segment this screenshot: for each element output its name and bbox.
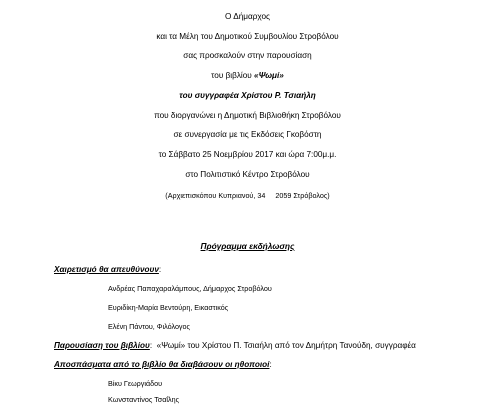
author-line: του συγγραφέα Χρίστου Ρ. Τσιαήλη: [179, 91, 316, 100]
excerpts-colon: :: [269, 360, 272, 369]
venue-line: στο Πολιτιστικό Κέντρο Στροβόλου: [185, 170, 310, 179]
mayor-line: Ο Δήμαρχος: [225, 12, 270, 21]
date-time-line: το Σάββατο 25 Νοεμβρίου 2017 και ώρα 7:00μ.μ.: [158, 150, 337, 159]
excerpts-heading: [54, 360, 272, 370]
greetings-colon: :: [158, 265, 162, 274]
address-line: (Αρχιεπισκόπου Κυπριανού, 34 2059 Στρόβολος): [165, 191, 330, 200]
excerpts-heading-text: Αποσπάσματα από το βιβλίο θα διαβάσουν οι ηθοποιοί: [54, 360, 270, 369]
greetings-heading-text: Χαιρετισμό θα απευθύνουν: [54, 265, 159, 274]
presentation-heading: Παρουσίαση του βιβλίου: [54, 341, 150, 350]
programme-title: Πρόγραμμα εκδήλωσης: [200, 241, 295, 251]
greeting-person-2: Ευριδίκη-Μαρία Βεντούρη, Εικαστικός: [108, 303, 229, 312]
book-line-prefix: του βιβλίου: [211, 71, 255, 80]
publisher-line: σε συνεργασία με τις Εκδόσεις Γκοβόστη: [173, 130, 322, 139]
reader-person-1: Βίκυ Γεωργιάδου: [108, 379, 163, 388]
organiser-line: που διοργανώνει η Δημοτική Βιβλιοθήκη Στροβόλου: [154, 111, 341, 120]
greetings-heading: [54, 265, 161, 275]
presentation-text: : «Ψωμί» του Χρίστου Π. Τσιαήλη από τον Δημήτρη Τανούδη, συγγραφέα: [149, 341, 416, 350]
invite-line: σας προσκαλούν στην παρουσίαση: [183, 51, 312, 60]
greeting-person-1: Ανδρέας Παπαχαραλάμπους, Δήμαρχος Στροβόλου: [108, 284, 272, 293]
council-line: και τα Μέλη του Δημοτικού Συμβουλίου Στροβόλου: [156, 32, 339, 41]
reader-person-2: Κωνσταντίνος Τσαΐλης: [108, 395, 180, 404]
greeting-person-3: Ελένη Πάντου, Φιλόλογος: [108, 322, 190, 331]
presentation-line: [54, 341, 416, 351]
book-title: «Ψωμί»: [254, 71, 284, 80]
book-line: [0, 71, 495, 81]
